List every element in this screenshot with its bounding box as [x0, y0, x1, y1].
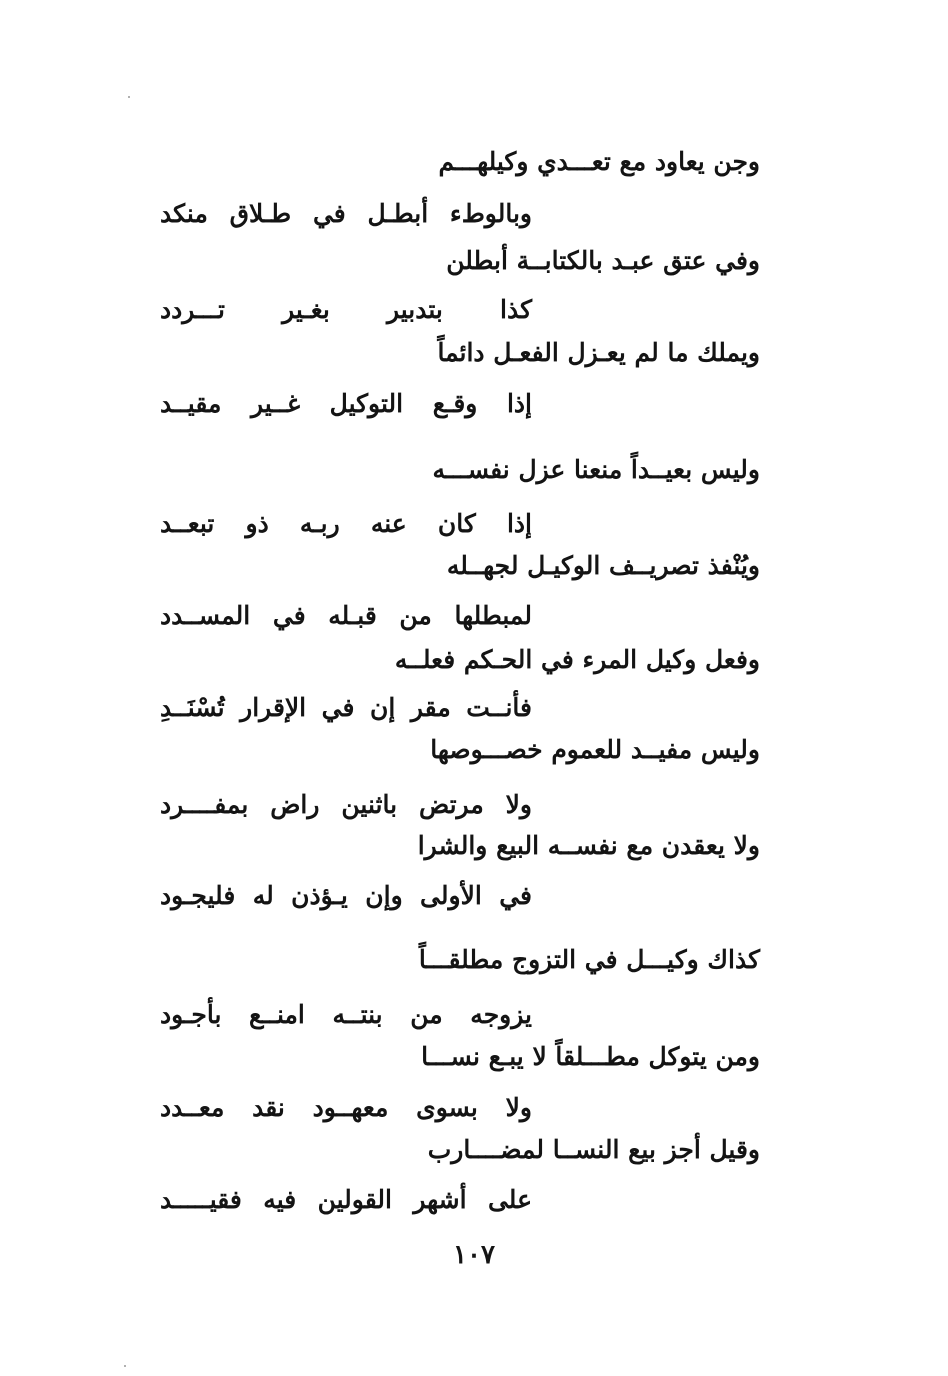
verse-3-second-hemistich: إذا وقـع التوكيل غــير مقيــد	[160, 389, 532, 418]
verse-6-first-hemistich: وفعل وكيل المرء في الحـكم فعلــه	[394, 645, 760, 674]
verse-9-second-hemistich: يزوجه من بنتــه امنــع بأجـود	[160, 1000, 532, 1029]
verse-10-first-hemistich: ومن يتوكل مطـــلقاً لا يبـع نســـا	[421, 1042, 760, 1071]
verse-8-first-hemistich: ولا يعقدن مع نفســه البيع والشرا	[417, 831, 760, 860]
scan-speck	[124, 1365, 126, 1367]
verse-1-first-hemistich: وجن يعاود مع تعـــدي وكيلهـــم	[438, 147, 760, 176]
verse-4-first-hemistich: وليس بعيــداً منعنا عزل نفســـه	[432, 455, 760, 484]
scan-speck	[128, 96, 130, 98]
verse-9-first-hemistich: كذاك وكيـــل في التزوج مطلقـــاً	[418, 945, 760, 974]
verse-5-second-hemistich: لمبطلها من قبـله في المســدد	[160, 601, 532, 630]
verse-11-second-hemistich: على أشهر القولين فيه فقيـــــد	[160, 1185, 532, 1214]
verse-7-second-hemistich: ولا مرتض باثنين راض بمفــــرد	[160, 790, 532, 819]
verse-2-second-hemistich: كذا بتدبير بغـير تـــردد	[160, 295, 532, 324]
verse-11-first-hemistich: وقيل أجز بيع النســا لمضــــارب	[427, 1135, 760, 1164]
verse-8-second-hemistich: في الأولى وإن يـؤذن له فليجـود	[160, 881, 532, 910]
verse-1-second-hemistich: وبالوطء أبطـل في طـلاق منكد	[160, 199, 532, 228]
verse-2-first-hemistich: وفي عتق عبـد بالكتابــة أبطلن	[446, 246, 760, 275]
page-number: ١٠٧	[453, 1240, 495, 1270]
verse-4-second-hemistich: إذا كان عنه ربـه ذو تبعــد	[160, 509, 532, 538]
verse-3-first-hemistich: ويملك ما لم يعـزل الفعـل دائماً	[437, 338, 760, 367]
verse-5-first-hemistich: ويُنْفذ تصريــف الوكيـل لجهــله	[446, 551, 760, 580]
verse-7-first-hemistich: وليس مفيــد للعموم خصـــوصها	[430, 735, 760, 764]
verse-6-second-hemistich: فأنــت مقر إن في الإقرار تُسْنَــدِ	[160, 693, 532, 722]
verse-10-second-hemistich: ولا بسوى معهــود نقد معــدد	[160, 1093, 532, 1122]
